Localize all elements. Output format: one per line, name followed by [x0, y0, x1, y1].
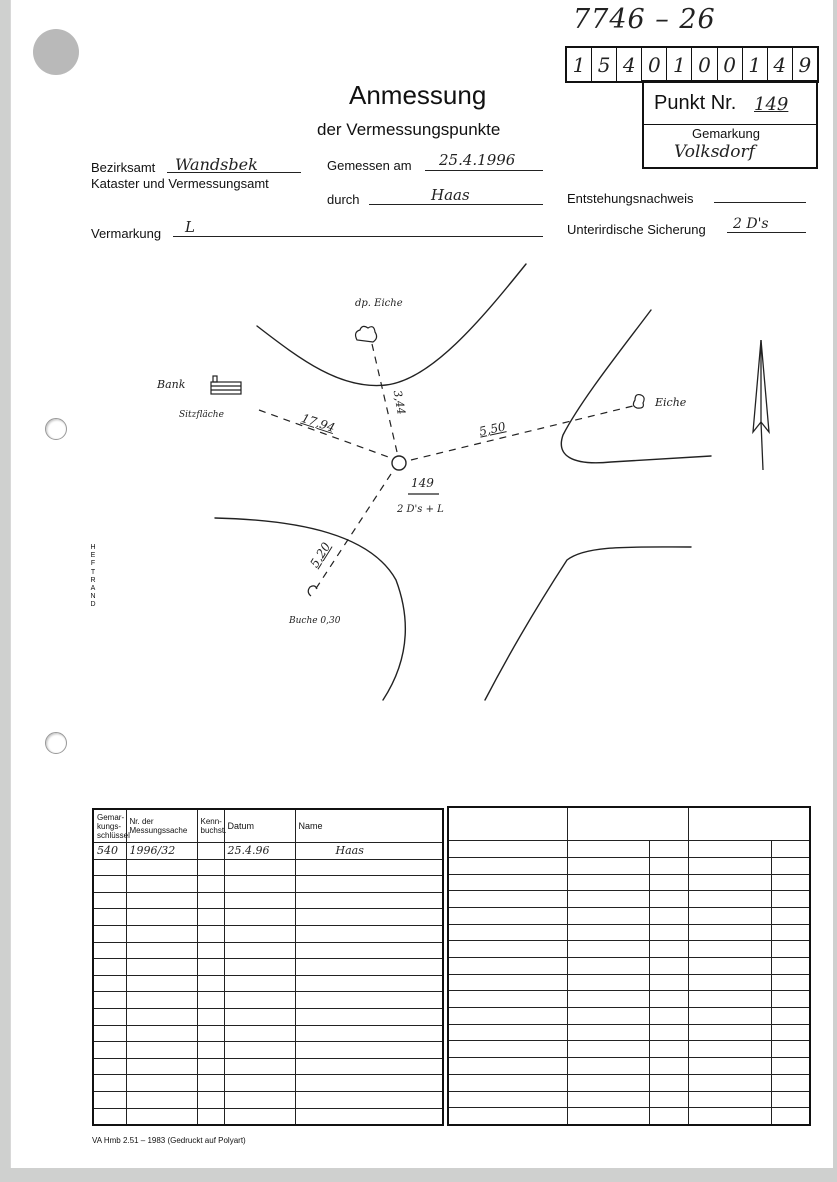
point-number-label: 149	[411, 476, 434, 490]
digit-cell: 1	[567, 48, 592, 81]
label-bank: Bank	[157, 378, 186, 391]
digit-cell: 1	[667, 48, 692, 81]
digit-cell: 1	[743, 48, 768, 81]
curb-top	[257, 264, 526, 386]
table-cell: Haas	[295, 843, 443, 860]
punkt-label: Punkt Nr.	[654, 92, 737, 114]
table-cell: 1996/32	[126, 843, 197, 860]
unterirdisch-value: 2 D's	[733, 216, 769, 232]
curb-bottom-right	[485, 547, 691, 700]
bench-icon	[211, 376, 241, 394]
gemarkung-value: Volksdorf	[674, 142, 755, 162]
unterirdisch-label: Unterirdische Sicherung	[567, 222, 706, 237]
column-header: Datum	[224, 809, 295, 843]
bezirksamt-label: Bezirksamt	[91, 160, 156, 175]
entstehung-label: Entstehungsnachweis	[567, 191, 694, 206]
form-page	[10, 0, 833, 1168]
gemessen-value: 25.4.1996	[439, 151, 516, 169]
heftrand-label: H E F T R A N D	[90, 544, 96, 609]
form-footer: VA Hmb 2.51 – 1983 (Gedruckt auf Polyart)	[92, 1136, 246, 1145]
curb-bottom-left	[215, 518, 405, 700]
survey-point-icon	[392, 456, 406, 470]
page-subtitle: der Vermessungspunkte	[317, 120, 501, 139]
punkt-value: 149	[754, 94, 789, 115]
distance-right: 5,50	[477, 419, 507, 439]
distance-top: 3,44	[390, 389, 408, 416]
survey-sketch	[11, 0, 833, 800]
distance-bottom: 5,20	[307, 539, 334, 571]
gemessen-label: Gemessen am	[327, 158, 412, 173]
label-eiche-right: Eiche	[655, 396, 687, 409]
column-header: Gemar-kungs-schlüssel	[93, 809, 126, 843]
table-cell	[197, 843, 224, 860]
north-arrow-icon	[753, 340, 769, 470]
bezirksamt-value: Wandsbek	[175, 155, 258, 174]
point-marks-label: 2 D's + L	[397, 504, 444, 515]
digit-cell: 9	[798, 52, 812, 77]
durch-label: durch	[327, 192, 360, 207]
distance-left: 17,94	[299, 411, 337, 435]
table-header-row	[93, 809, 443, 843]
digit-cell: 4	[768, 48, 793, 81]
curb-right	[561, 310, 711, 463]
vermarkung-value: L	[185, 218, 195, 236]
handwritten-reference: 7746 – 26	[573, 4, 716, 35]
label-buche: Buche 0,30	[289, 616, 341, 626]
column-header: Name	[295, 809, 443, 843]
tree-icon-top	[356, 326, 377, 342]
column-header: Nr. der Messungssache	[126, 809, 197, 843]
tree-icon-bottom	[308, 586, 317, 596]
measure-line-right	[411, 406, 633, 460]
durch-value: Haas	[431, 186, 470, 204]
table-cell: 25.4.96	[224, 843, 295, 860]
kataster-label: Kataster und Vermessungsamt	[91, 176, 269, 191]
left-record-table	[92, 808, 444, 1126]
gemarkung-label: Gemarkung	[692, 126, 760, 141]
table-cell: 540	[93, 843, 126, 860]
page-title: Anmessung	[349, 80, 487, 110]
digit-cell: 0	[692, 48, 717, 81]
digit-cell: 4	[617, 48, 642, 81]
vermarkung-label: Vermarkung	[91, 226, 162, 241]
digit-cell: 0	[642, 48, 667, 81]
label-sitzflaeche: Sitzfläche	[179, 410, 224, 420]
column-header: Kenn-buchst.	[197, 809, 224, 843]
table-row	[93, 843, 443, 860]
label-eiche-top: dp. Eiche	[355, 298, 403, 309]
digit-cell: 0	[718, 48, 743, 81]
digit-cell: 5	[592, 48, 617, 81]
tree-icon-right	[633, 395, 644, 409]
right-record-table	[447, 806, 811, 1126]
